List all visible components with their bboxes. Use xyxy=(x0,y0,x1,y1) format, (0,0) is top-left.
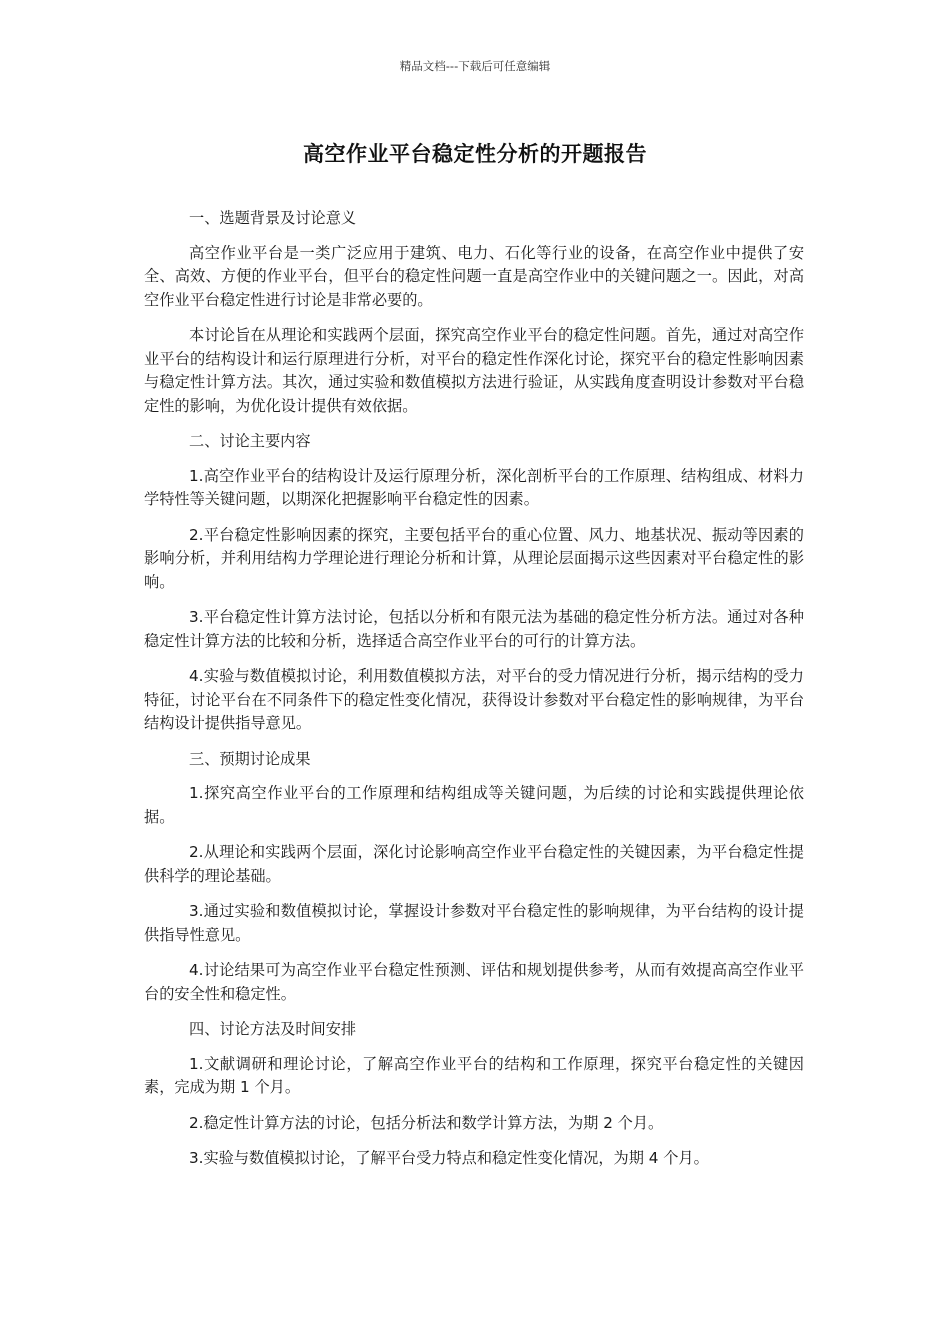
list-item: 2.平台稳定性影响因素的探究，主要包括平台的重心位置、风力、地基状况、振动等因素的影响分析，并利用结构力学理论进行理论分析和计算，从理论层面揭示这些因素对平台稳定性的影响。 xyxy=(144,525,804,591)
paragraph: 本讨论旨在从理论和实践两个层面，探究高空作业平台的稳定性问题。首先，通过对高空作业平台的结构设计和运行原理进行分析，对平台的稳定性作深化讨论，探究平台的稳定性影响因素与稳定性计算方法。其次，通过实验和数值模拟方法进行验证，从实践角度查明设计参数对平台稳定性的影响，为优化设计提供有效依据。 xyxy=(144,326,804,415)
header-note: 精品文档---下载后可任意编辑 xyxy=(399,59,551,73)
list-item: 4.讨论结果可为高空作业平台稳定性预测、评估和规划提供参考，从而有效提高高空作业平台的安全性和稳定性。 xyxy=(144,961,804,1003)
section-heading-content: 二、讨论主要内容 xyxy=(189,432,311,450)
section-heading-methods: 四、讨论方法及时间安排 xyxy=(189,1020,357,1038)
list-item: 4.实验与数值模拟讨论，利用数值模拟方法，对平台的受力情况进行分析，揭示结构的受力特征，讨论平台在不同条件下的稳定性变化情况，获得设计参数对平台稳定性的影响规律，为平台结构设计提供指导意见。 xyxy=(144,667,804,732)
list-item: 1.探究高空作业平台的工作原理和结构组成等关键问题，为后续的讨论和实践提供理论依据。 xyxy=(144,784,804,826)
document-body xyxy=(144,207,804,1183)
document-title: 高空作业平台稳定性分析的开题报告 xyxy=(303,142,647,166)
list-item: 1.文献调研和理论讨论，了解高空作业平台的结构和工作原理，探究平台稳定性的关键因素，完成为期 1 个月。 xyxy=(144,1054,804,1096)
list-item: 1.高空作业平台的结构设计及运行原理分析，深化剖析平台的工作原理、结构组成、材料力学特性等关键问题，以期深化把握影响平台稳定性的因素。 xyxy=(144,466,804,508)
list-item: 3.平台稳定性计算方法讨论，包括以分析和有限元法为基础的稳定性分析方法。通过对各种稳定性计算方法的比较和分析，选择适合高空作业平台的可行的计算方法。 xyxy=(144,608,804,650)
paragraph: 高空作业平台是一类广泛应用于建筑、电力、石化等行业的设备，在高空作业中提供了安全、高效、方便的作业平台，但平台的稳定性问题一直是高空作业中的关键问题之一。因此，对高空作业平台稳定性进行讨论是非常必要的。 xyxy=(144,243,804,309)
list-item: 3.实验与数值模拟讨论，了解平台受力特点和稳定性变化情况，为期 4 个月。 xyxy=(189,1149,709,1167)
list-item: 3.通过实验和数值模拟讨论，掌握设计参数对平台稳定性的影响规律，为平台结构的设计提供指导性意见。 xyxy=(144,902,804,944)
list-item: 2.稳定性计算方法的讨论，包括分析法和数学计算方法，为期 2 个月。 xyxy=(189,1113,664,1132)
section-heading-background: 一、选题背景及讨论意义 xyxy=(189,209,357,227)
section-heading-outcomes: 三、预期讨论成果 xyxy=(189,749,311,768)
list-item: 2.从理论和实践两个层面，深化讨论影响高空作业平台稳定性的关键因素，为平台稳定性提供科学的理论基础。 xyxy=(144,843,804,885)
